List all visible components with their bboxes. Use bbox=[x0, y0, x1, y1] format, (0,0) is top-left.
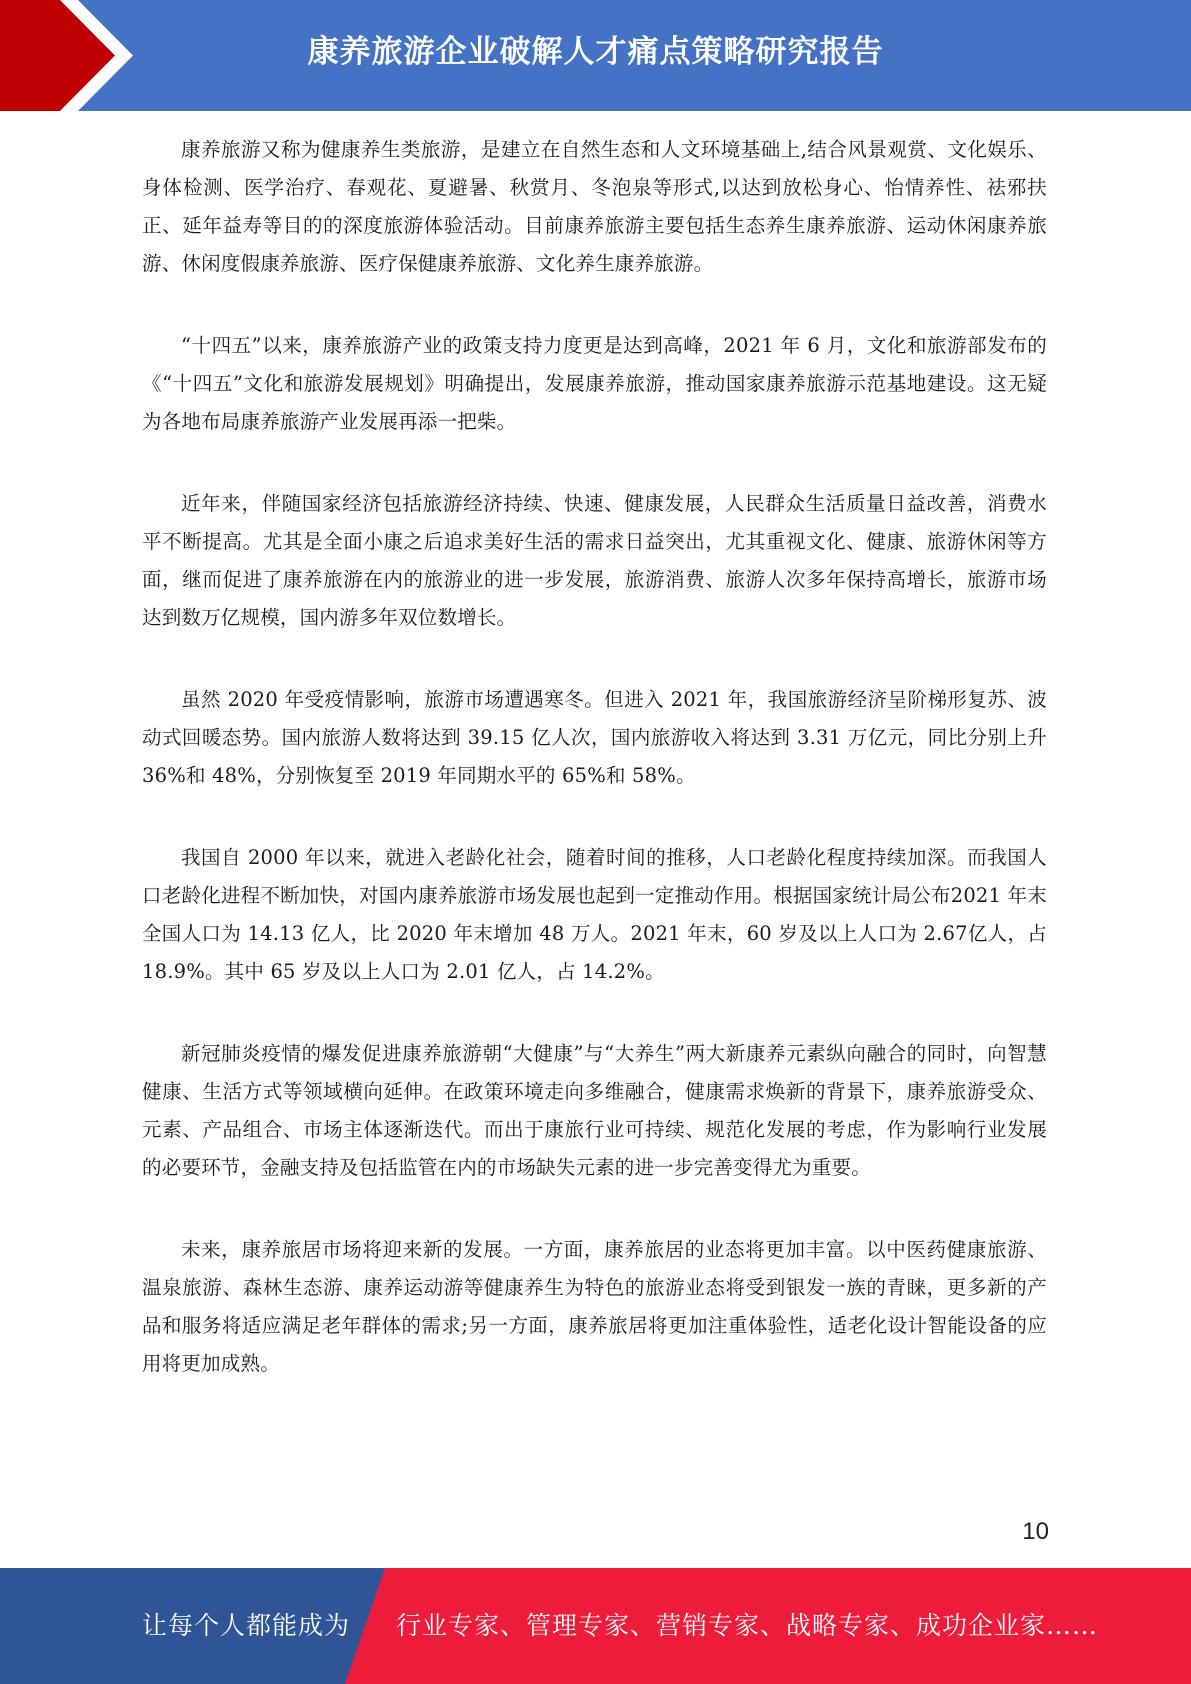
page-footer bbox=[0, 1568, 1191, 1684]
paragraph-pandemic-recovery: 虽然 2020 年受疫情影响，旅游市场遭遇寒冬。但进入 2021 年，我国旅游经济呈阶梯形复苏、波动式回暖态势。国内旅游人数将达到 39.15 亿人次，国内旅游收入将达到 3.31 万亿元，同比分别上升 36%和 48%，分别恢复至 2019 年同期水平的 65%和 58%。 bbox=[142, 688, 1047, 787]
paragraph-economy: 近年来，伴随国家经济包括旅游经济持续、快速、健康发展，人民群众生活质量日益改善，消费水平不断提高。尤其是全面小康之后追求美好生活的需求日益突出，尤其重视文化、健康、旅游休闲等方面，继而促进了康养旅游在内的旅游业的进一步发展，旅游消费、旅游人次多年保持高增长，旅游市场达到数万亿规模，国内游多年双位数增长。 bbox=[142, 492, 1047, 629]
paragraph-aging: 我国自 2000 年以来，就进入老龄化社会，随着时间的推移，人口老龄化程度持续加深。而我国人口老龄化进程不断加快，对国内康养旅游市场发展也起到一定推动作用。根据国家统计局公布2021 年末全国人口为 14.13 亿人，比 2020 年末增加 48 万人。2021 年末，60 岁及以上人口为 2.67亿人，占 18.9%。其中 65 岁及以上人口为 2.01 亿人，占 14.2%。 bbox=[142, 846, 1047, 983]
report-body bbox=[142, 131, 1047, 1427]
red-chevron-icon bbox=[0, 0, 160, 111]
report-title: 康养旅游企业破解人才痛点策略研究报告 bbox=[307, 34, 884, 70]
paragraph-integration: 新冠肺炎疫情的爆发促进康养旅游朝“大健康”与“大养生”两大新康养元素纵向融合的同时，向智慧健康、生活方式等领域横向延伸。在政策环境走向多维融合，健康需求焕新的背景下，康养旅游受众、元素、产品组合、市场主体逐渐迭代。而出于康旅行业可持续、规范化发展的考虑，作为影响行业发展的必要环节，金融支持及包括监管在内的市场缺失元素的进一步完善变得尤为重要。 bbox=[142, 1042, 1047, 1179]
paragraph-policy: “十四五”以来，康养旅游产业的政策支持力度更是达到高峰，2021 年 6 月，文化和旅游部发布的《“十四五”文化和旅游发展规划》明确提出，发展康养旅游，推动国家康养旅游示范基地建设。这无疑为各地布局康养旅游产业发展再添一把柴。 bbox=[142, 334, 1047, 433]
page-number: 10 bbox=[1022, 1518, 1049, 1545]
footer-slogan-left: 让每个人都能成为 bbox=[142, 1611, 351, 1640]
paragraph-intro: 康养旅游又称为健康养生类旅游，是建立在自然生态和人文环境基础上,结合风景观赏、文化娱乐、身体检测、医学治疗、春观花、夏避暑、秋赏月、冬泡泉等形式,以达到放松身心、怡情养性、祛邪扶正、延年益寿等目的的深度旅游体验活动。目前康养旅游主要包括生态养生康养旅游、运动休闲康养旅游、休闲度假康养旅游、医疗保健康养旅游、文化养生康养旅游。 bbox=[142, 138, 1047, 275]
paragraph-future: 未来，康养旅居市场将迎来新的发展。一方面，康养旅居的业态将更加丰富。以中医药健康旅游、温泉旅游、森林生态游、康养运动游等健康养生为特色的旅游业态将受到银发一族的青睐，更多新的产品和服务将适应满足老年群体的需求;另一方面，康养旅居将更加注重体验性，适老化设计智能设备的应用将更加成熟。 bbox=[142, 1238, 1047, 1375]
page-header bbox=[0, 0, 1191, 111]
footer-slogan-right: 行业专家、管理专家、营销专家、战略专家、成功企业家…… bbox=[396, 1611, 1099, 1640]
